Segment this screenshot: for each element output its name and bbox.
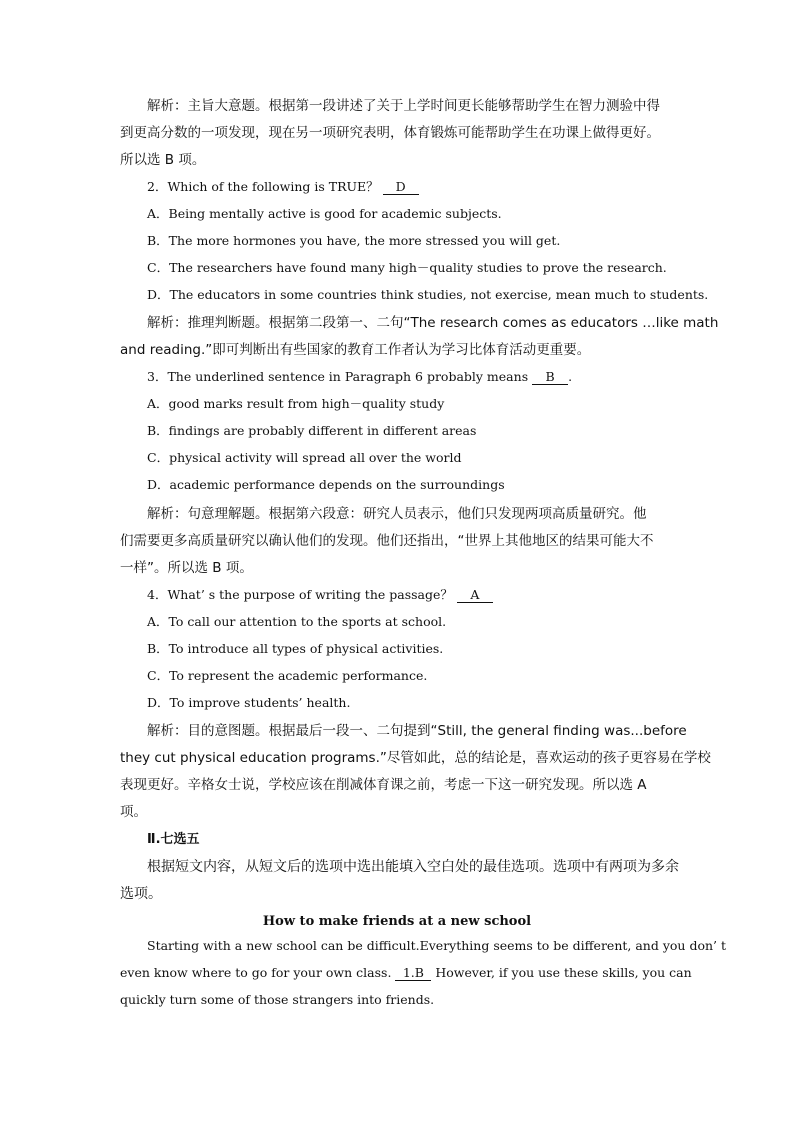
analysis-q4-line1: 解析：目的意图题。根据最后一段一、二句提到“Still, the general finding was...before bbox=[147, 723, 687, 739]
question-2-option-d: D．The educators in some countries think studies, not exercise, mean much to students. bbox=[147, 287, 709, 302]
question-4-option-c: C．To represent the academic performance. bbox=[147, 668, 428, 683]
passage-line2-rest: However, if you use these skills, you can bbox=[431, 965, 692, 980]
question-4-answer: A bbox=[457, 588, 493, 603]
question-3-option-d: D．academic performance depends on the surroundings bbox=[147, 477, 505, 492]
section-2-instructions-line2: 选项。 bbox=[120, 886, 162, 902]
question-4-option-a: A．To call our attention to the sports at school. bbox=[147, 614, 447, 629]
question-2-option-a: A．Being mentally active is good for academic subjects. bbox=[147, 206, 502, 221]
analysis-q2-line1: 解析：推理判断题。根据第二段第一、二句“The research comes as educators …like math bbox=[147, 315, 719, 331]
analysis-q3-line2: 们需要更多高质量研究以确认他们的发现。他们还指出，“世界上其他地区的结果可能大不 bbox=[120, 533, 654, 549]
analysis-q3-line1: 解析：句意理解题。根据第六段意：研究人员表示，他们只发现两项高质量研究。他 bbox=[147, 506, 647, 522]
question-3-option-c: C．physical activity will spread all over the world bbox=[147, 450, 462, 465]
question-4-option-b: B．To introduce all types of physical activities. bbox=[147, 641, 444, 656]
section-2-heading: Ⅱ.七选五 bbox=[147, 832, 200, 847]
question-3-text: 3．The underlined sentence in Paragraph 6 probably means bbox=[147, 369, 529, 384]
passage-line2 bbox=[120, 965, 692, 981]
question-3-option-a: A．good marks result from high－quality study bbox=[147, 396, 445, 411]
question-2-text: 2．Which of the following is TRUE？ bbox=[147, 179, 379, 194]
analysis-q4-line3: 表现更好。辛格女士说，学校应该在削减体育课之前，考虑一下这一研究发现。所以选 A bbox=[120, 777, 647, 793]
passage-title: How to make friends at a new school bbox=[262, 914, 532, 929]
section-2-instructions-line1: 根据短文内容，从短文后的选项中选出能填入空白处的最佳选项。选项中有两项为多余 bbox=[147, 859, 679, 875]
passage-blank-1: 1.B bbox=[395, 966, 431, 981]
question-2-option-c: C．The researchers have found many high－quality studies to prove the research. bbox=[147, 260, 667, 275]
analysis-q1-line3: 所以选 B 项。 bbox=[120, 152, 206, 168]
question-3-option-b: B．findings are probably different in different areas bbox=[147, 423, 477, 438]
passage-line2-text: even know where to go for your own class. bbox=[120, 965, 392, 980]
question-4-text: 4．What’ s the purpose of writing the passage？ bbox=[147, 587, 453, 602]
passage-line1: Starting with a new school can be difficult.Everything seems to be different, and you don’ t bbox=[147, 938, 726, 953]
question-4-stem bbox=[147, 587, 674, 603]
question-2-answer: D bbox=[383, 180, 419, 195]
analysis-q3-line3: 一样”。所以选 B 项。 bbox=[120, 560, 253, 576]
analysis-q4-line2: they cut physical education programs.”尽管如此，总的结论是，喜欢运动的孩子更容易在学校 bbox=[120, 750, 711, 766]
question-2-stem bbox=[147, 179, 674, 195]
question-2-option-b: B．The more hormones you have, the more stressed you will get. bbox=[147, 233, 561, 248]
analysis-q4-line4: 项。 bbox=[120, 804, 147, 820]
question-4-option-d: D．To improve students’ health. bbox=[147, 695, 351, 710]
analysis-q1-line2: 到更高分数的一项发现，现在另一项研究表明，体育锻炼可能帮助学生在功课上做得更好。 bbox=[120, 125, 660, 141]
analysis-q1-line1: 解析：主旨大意题。根据第一段讲述了关于上学时间更长能够帮助学生在智力测验中得 bbox=[147, 98, 660, 114]
analysis-q2-line2: and reading.”即可判断出有些国家的教育工作者认为学习比体育活动更重要。 bbox=[120, 342, 591, 358]
question-3-tail: . bbox=[568, 369, 573, 384]
passage-line3: quickly turn some of those strangers into friends. bbox=[120, 992, 435, 1007]
question-3-stem bbox=[147, 369, 674, 385]
question-3-answer: B bbox=[532, 370, 568, 385]
